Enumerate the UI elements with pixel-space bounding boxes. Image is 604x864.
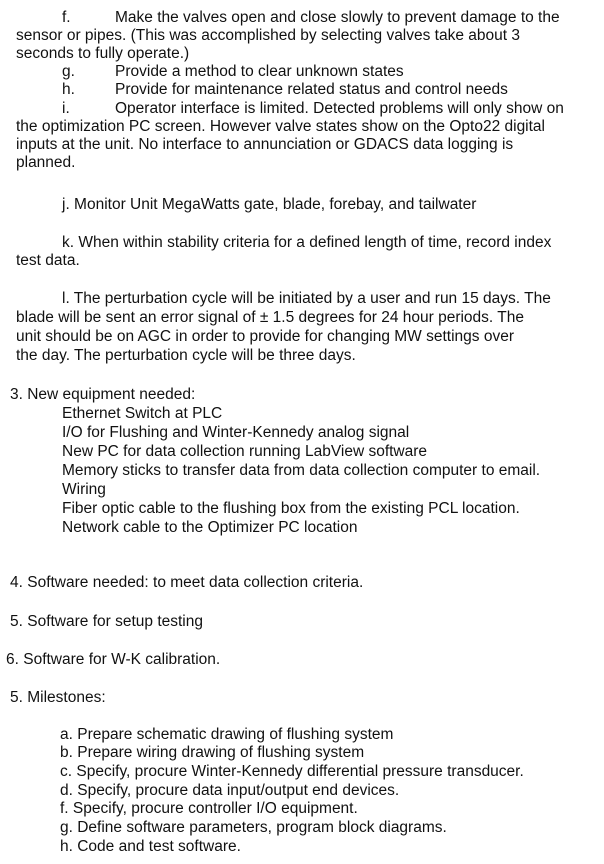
item-h-line xyxy=(62,81,508,99)
item-h-text: Provide for maintenance related status and control needs xyxy=(115,81,508,98)
item-j: j. Monitor Unit MegaWatts gate, blade, forebay, and tailwater xyxy=(62,196,477,213)
section-3-heading: 3. New equipment needed: xyxy=(10,386,196,403)
equipment-item: I/O for Flushing and Winter-Kennedy analog signal xyxy=(62,424,410,441)
item-i-line-3: inputs at the unit. No interface to annunciation or GDACS data logging is xyxy=(16,136,514,153)
item-g-marker: g. xyxy=(62,63,75,80)
item-f-marker: f. xyxy=(62,9,71,26)
section-4: 4. Software needed: to meet data collection criteria. xyxy=(10,574,364,591)
section-5-setup: 5. Software for setup testing xyxy=(10,613,203,630)
milestone-item: h. Code and test software. xyxy=(60,838,241,855)
item-l-line-3: unit should be on AGC in order to provide for changing MW settings over xyxy=(16,328,514,345)
equipment-item: Fiber optic cable to the flushing box from the existing PCL location. xyxy=(62,500,520,517)
equipment-item: Ethernet Switch at PLC xyxy=(62,405,223,422)
item-g-line xyxy=(62,63,404,81)
item-f-line-1 xyxy=(62,9,560,27)
equipment-item: New PC for data collection running LabView software xyxy=(62,443,428,460)
item-i-line-1 xyxy=(62,100,564,118)
equipment-item: Memory sticks to transfer data from data collection computer to email. xyxy=(62,462,541,479)
item-l-line-4: the day. The perturbation cycle will be three days. xyxy=(16,347,356,364)
item-g-text: Provide a method to clear unknown states xyxy=(115,63,404,80)
milestone-item: d. Specify, procure data input/output end devices. xyxy=(60,782,400,799)
milestone-item: a. Prepare schematic drawing of flushing system xyxy=(60,726,394,743)
milestones-heading: 5. Milestones: xyxy=(10,689,106,706)
item-i-marker: i. xyxy=(62,100,70,117)
equipment-item: Wiring xyxy=(62,481,106,498)
milestone-item: b. Prepare wiring drawing of flushing system xyxy=(60,744,365,761)
item-f-line-3: seconds to fully operate.) xyxy=(16,45,190,62)
item-i-line-4: planned. xyxy=(16,154,76,171)
item-i-line-2: the optimization PC screen. However valve states show on the Opto22 digital xyxy=(16,118,545,135)
section-6: 6. Software for W-K calibration. xyxy=(6,651,221,668)
item-i-text-1: Operator interface is limited. Detected problems will only show on xyxy=(115,100,564,117)
item-l-line-2: blade will be sent an error signal of ± 1.5 degrees for 24 hour periods. The xyxy=(16,309,524,326)
item-k-line-1: k. When within stability criteria for a defined length of time, record index xyxy=(62,234,552,251)
milestone-item: f. Specify, procure controller I/O equipment. xyxy=(60,800,358,817)
milestone-item: g. Define software parameters, program block diagrams. xyxy=(60,819,447,836)
item-l-line-1: l. The perturbation cycle will be initiated by a user and run 15 days. The xyxy=(62,290,551,307)
item-h-marker: h. xyxy=(62,81,75,98)
item-f-text-1: Make the valves open and close slowly to prevent damage to the xyxy=(115,9,560,26)
equipment-item: Network cable to the Optimizer PC location xyxy=(62,519,358,536)
milestone-item: c. Specify, procure Winter-Kennedy differential pressure transducer. xyxy=(60,763,524,780)
item-f-line-2: sensor or pipes. (This was accomplished by selecting valves take about 3 xyxy=(16,27,520,44)
item-k-line-2: test data. xyxy=(16,252,80,269)
